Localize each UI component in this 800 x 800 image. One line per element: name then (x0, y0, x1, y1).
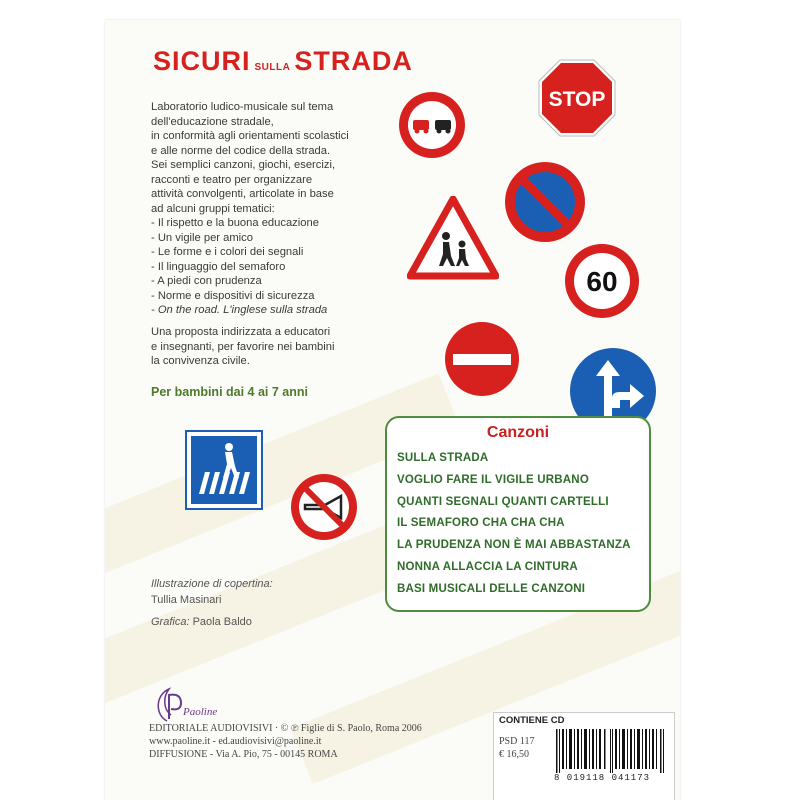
no-horn-sign-icon (289, 472, 359, 542)
description (151, 100, 391, 318)
intro-line: Laboratorio ludico-musicale sul tema (151, 101, 334, 113)
pedestrian-crossing-sign-icon (185, 430, 263, 510)
book-title (153, 46, 413, 77)
publisher-line: www.paoline.it - ed.audiovisivi@paoline.it (149, 736, 322, 747)
intro-line: Sei semplici canzoni, giochi, esercizi, (151, 159, 336, 171)
no-overtaking-sign-icon (397, 90, 467, 160)
barcode-icon (556, 729, 668, 773)
intro-line: attività convolgenti, articolate in base (151, 188, 334, 200)
songs-title: Canzoni (486, 424, 550, 441)
publisher-info (149, 722, 422, 761)
illustration-credit-label: Illustrazione di copertina: (151, 578, 273, 590)
song-item: LA PRUDENZA NON È MAI ABBASTANZA (397, 539, 631, 552)
songs-box (385, 416, 651, 612)
para-line: e insegnanti, per favorire nei bambini (151, 340, 335, 353)
barcode-number: 8 019118 041173 (554, 773, 651, 783)
song-item: NONNA ALLACCIA LA CINTURA (397, 560, 578, 573)
logo-text: Paoline (183, 706, 218, 718)
product-code: PSD 117 (499, 736, 535, 747)
audience-paragraph (151, 325, 391, 369)
theme-item: - On the road. L'inglese sulla strada (151, 304, 328, 316)
song-item: QUANTI SEGNALI QUANTI CARTELLI (397, 495, 609, 508)
no-entry-sign-icon (443, 320, 521, 398)
illustrator-name: Tullia Masinari (151, 594, 222, 606)
speed-limit-text: 60 (586, 266, 618, 297)
paoline-logo-icon (149, 685, 219, 725)
title-word-sicuri: SICURI (153, 46, 251, 76)
graphic-designer-name: Paola Baldo (192, 616, 252, 628)
intro-line: e alle norme del codice della strada. (151, 144, 331, 157)
title-word-strada: STRADA (294, 46, 413, 76)
para-line: la convivenza civile. (151, 355, 250, 367)
intro-line: ad alcuni gruppi tematici: (151, 202, 275, 215)
theme-item: - Un vigile per amico (151, 231, 253, 244)
publisher-line: DIFFUSIONE - Via A. Pio, 75 - 00145 ROMA (149, 749, 338, 760)
speed-limit-sign-icon (563, 242, 641, 320)
cd-label: CONTIENE CD (499, 715, 565, 726)
song-item: VOGLIO FARE IL VIGILE URBANO (397, 473, 589, 486)
graphics-credit (151, 616, 252, 628)
theme-item: - Il rispetto e la buona educazione (151, 217, 319, 229)
intro-line: in conformità agli orientamenti scolastici (151, 130, 349, 142)
theme-item: - Il linguaggio del semaforo (151, 260, 286, 273)
song-list (397, 448, 631, 601)
stop-sign-icon (537, 58, 617, 138)
intro-line: dell'educazione stradale, (151, 115, 274, 128)
publisher-line: EDITORIALE AUDIOVISIVI · © ℗ Figlie di S. Paolo, Roma 2006 (149, 723, 422, 734)
product-code-price (499, 735, 534, 761)
back-cover (105, 20, 680, 800)
theme-item: - Norme e dispositivi di sicurezza (151, 289, 315, 302)
theme-item: - A piedi con prudenza (151, 275, 262, 287)
product-price: € 16,50 (499, 749, 529, 760)
stop-sign-text: STOP (548, 88, 606, 111)
intro-line: racconti e teatro per organizzare (151, 173, 313, 186)
children-crossing-sign-icon (407, 196, 499, 280)
song-item: IL SEMAFORO CHA CHA CHA (397, 517, 565, 530)
no-parking-sign-icon (503, 160, 587, 244)
title-word-sulla: SULLA (254, 62, 291, 73)
product-info-box (493, 712, 675, 800)
para-line: Una proposta indirizzata a educatori (151, 326, 331, 338)
age-range: Per bambini dai 4 ai 7 anni (151, 385, 308, 399)
song-item: BASI MUSICALI DELLE CANZONI (397, 582, 586, 595)
song-item: SULLA STRADA (397, 452, 489, 464)
theme-item: - Le forme e i colori dei segnali (151, 246, 304, 258)
graphics-label: Grafica: (151, 616, 190, 628)
